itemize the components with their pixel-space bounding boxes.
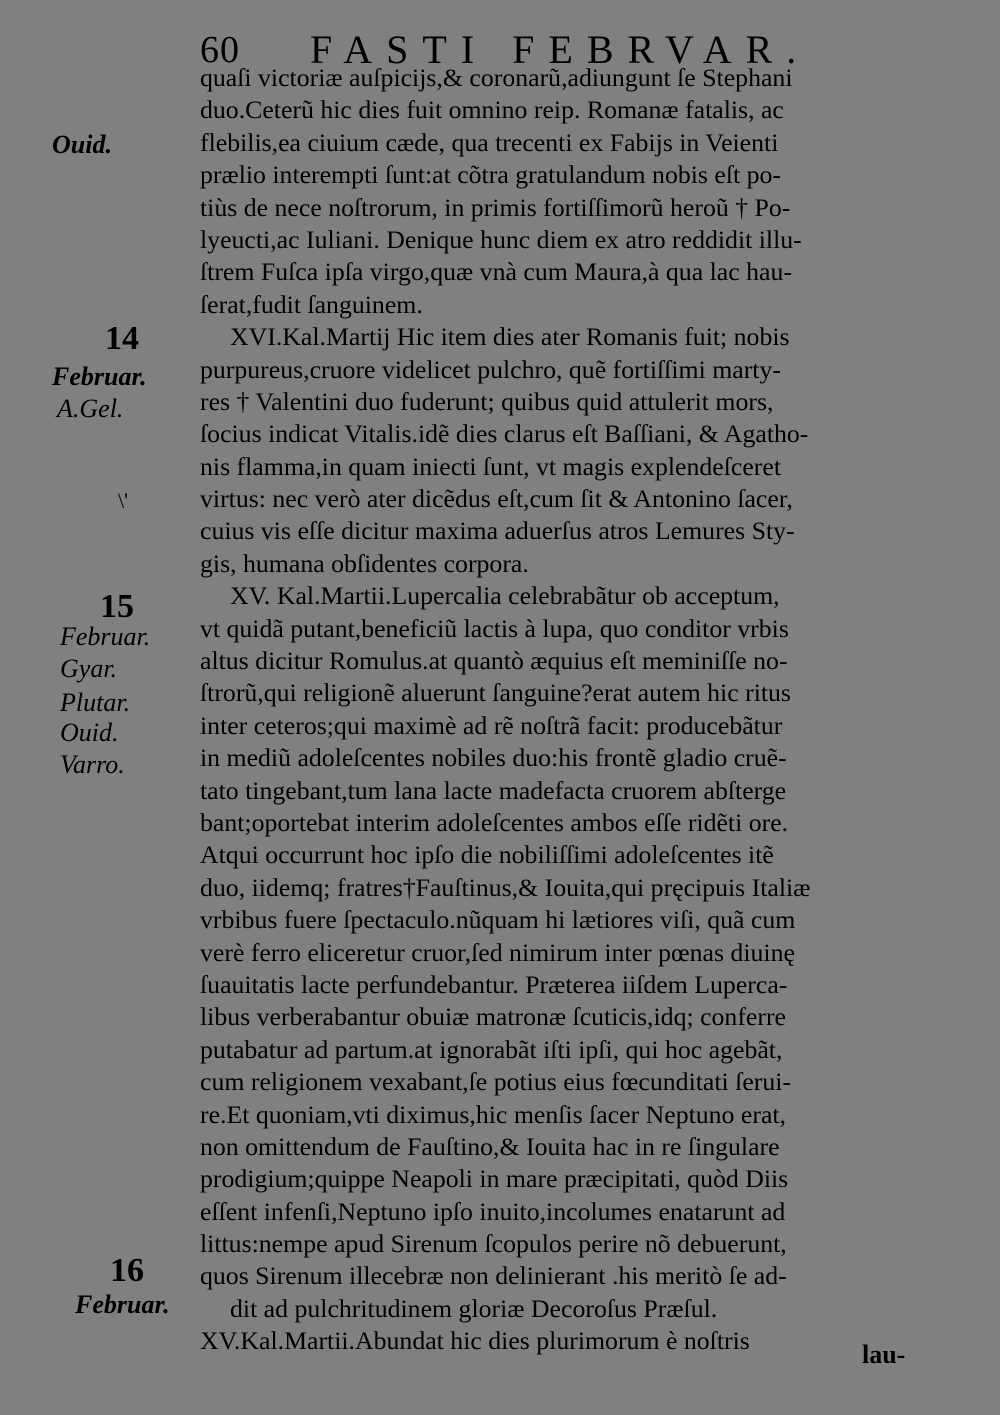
- text-line: re.Et quoniam,vti diximus,hic menſis ſacer Neptuno erat,: [200, 1099, 787, 1129]
- catchword: lau-: [862, 1340, 906, 1369]
- margin-note: 15: [100, 588, 134, 625]
- text-line: Atqui occurrunt hoc ipſo die nobiliſſimi adoleſcentes itẽ: [200, 840, 774, 870]
- margin-note: 16: [110, 1252, 144, 1289]
- text-line: duo, iidemq; fratres†Fauſtinus,& Iouita,qui pręcipuis Italiæ: [200, 872, 811, 902]
- text-line: XV. Kal.Martii.Lupercalia celebrabãtur ob acceptum,: [230, 581, 780, 611]
- text-line: non omittendum de Fauſtino,& Iouita hac in re ſingulare: [200, 1131, 780, 1161]
- text-line: lyeucti,ac Iuliani. Denique hunc diem ex atro reddidit illu-: [200, 224, 802, 254]
- margin-note: Gyar.: [60, 654, 118, 683]
- text-line: tiùs de nece noſtrorum, in primis fortiſſimorũ heroũ † Po-: [200, 192, 791, 222]
- page-number: 60: [200, 29, 240, 71]
- margin-note: Ouid.: [60, 718, 119, 747]
- text-line: XV.Kal.Martii.Abundat hic dies plurimorum è noſtris: [200, 1326, 750, 1356]
- text-line: purpureus,cruore videlicet pulchro, quẽ fortiſſimi marty-: [200, 354, 781, 384]
- running-title: FASTI FEBRVAR.: [310, 27, 811, 72]
- text-line: quos Sirenum illecebræ non delinierant .his meritò ſe ad-: [200, 1261, 787, 1291]
- text-line: ſtrem Fuſca ipſa virgo,quæ vnà cum Maura,à qua lac hau-: [200, 257, 792, 287]
- text-line: cum religionem vexabant,ſe potius eius fœcunditati ſerui-: [200, 1067, 792, 1097]
- margin-note: Plutar.: [60, 688, 131, 717]
- text-line: inter ceteros;qui maximè ad rẽ noſtrã facit: producebãtur: [200, 710, 783, 740]
- text-line: flebilis,ea ciuium cæde, qua trecenti ex Fabijs in Veienti: [200, 127, 779, 157]
- margin-note: 14: [105, 320, 139, 357]
- text-line: cuius vis eſſe dicitur maxima aduerſus atros Lemures Sty-: [200, 516, 795, 546]
- text-line: ſerat,fudit ſanguinem.: [200, 289, 423, 319]
- text-line: littus:nempe apud Sirenum ſcopulos perire nõ debuerunt,: [200, 1229, 787, 1259]
- text-line: nis flamma,in quam iniecti ſunt, vt magis explendeſceret: [200, 451, 781, 481]
- text-line: eſſent infenſi,Neptuno ipſo inuito,incolumes enatarunt ad: [200, 1196, 786, 1226]
- text-line: ſocius indicat Vitalis.idẽ dies clarus eſt Baſſiani, & Agatho-: [200, 419, 809, 449]
- text-line: ſtrorũ,qui religionẽ aluerunt ſanguine?erat autem hic ritus: [200, 678, 791, 708]
- text-line: verè ferro eliceretur cruor,ſed nimirum inter pœnas diuinę: [200, 937, 795, 967]
- text-line: bant;oportebat interim adoleſcentes ambos eſſe ridẽti ore.: [200, 807, 789, 837]
- margin-note: Varro.: [60, 750, 125, 779]
- margin-note: A.Gel.: [57, 394, 124, 423]
- text-line: dit ad pulchritudinem gloriæ Decoroſus Præſul.: [230, 1293, 718, 1323]
- text-line: prodigium;quippe Neapoli in mare præcipitati, quòd Diis: [200, 1164, 789, 1194]
- margin-note: \': [118, 488, 129, 513]
- margin-note: Februar.: [52, 362, 147, 391]
- margin-note: Ouid.: [52, 130, 112, 159]
- text-line: in mediũ adoleſcentes nobiles duo:his frontẽ gladio cruẽ-: [200, 743, 787, 773]
- text-line: putabatur ad partum.at ignorabãt iſti ipſi, qui hoc agebãt,: [200, 1034, 783, 1064]
- text-line: vrbibus fuere ſpectaculo.nũquam hi lætiores viſi, quã cum: [200, 905, 796, 935]
- text-line: ſuauitatis lacte perfundebantur. Præterea iiſdem Luperca-: [200, 969, 788, 999]
- text-line: res † Valentini duo fuderunt; quibus quid attulerit mors,: [200, 386, 774, 416]
- margin-note: Februar.: [75, 1290, 170, 1319]
- margin-note: Februar.: [60, 622, 151, 651]
- text-line: libus verberabantur obuiæ matronæ ſcuticis,idq; conferre: [200, 1002, 786, 1032]
- text-line: duo.Ceterũ hic dies fuit omnino reip. Romanæ fatalis, ac: [200, 95, 784, 125]
- text-line: vt quidã putant,beneficiũ lactis à lupa, quo conditor vrbis: [200, 613, 789, 643]
- text-line: altus dicitur Romulus.at quantò æquius eſt meminiſſe no-: [200, 646, 788, 676]
- text-line: quaſi victoriæ auſpicijs,& coronarũ,adiungunt ſe Stephani: [200, 63, 793, 92]
- text-line: gis, humana obſidentes corpora.: [200, 548, 529, 578]
- main-text-block: [200, 62, 945, 1358]
- text-line: XVI.Kal.Martij Hic item dies ater Romanis fuit; nobis: [230, 322, 790, 352]
- text-line: tato tingebant,tum lana lacte madefacta cruorem abſterge: [200, 775, 787, 805]
- text-line: prælio interempti ſunt:at cõtra gratulandum nobis eſt po-: [200, 160, 782, 190]
- text-line: virtus: nec verò ater dicẽdus eſt,cum ſit & Antonino ſacer,: [200, 484, 793, 514]
